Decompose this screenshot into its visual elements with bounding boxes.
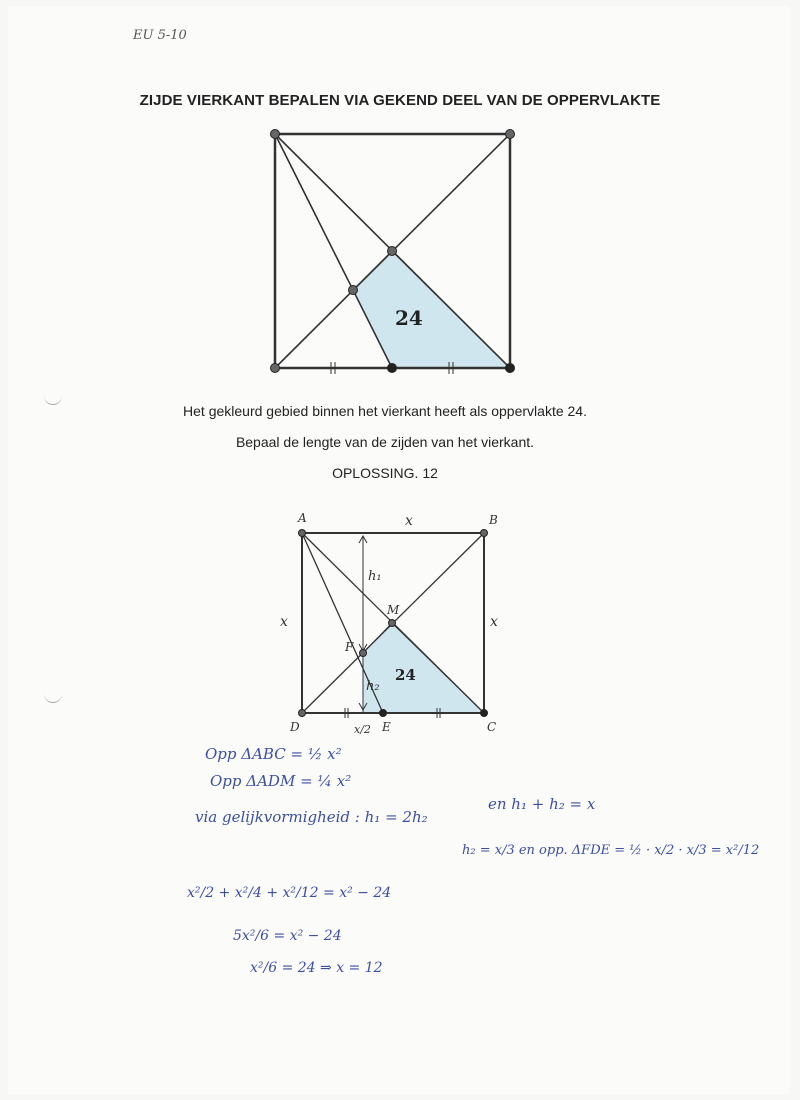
point-c xyxy=(506,364,515,373)
area-label: 24 xyxy=(395,306,423,330)
label-a: A xyxy=(298,511,307,525)
point-d-2 xyxy=(299,710,306,717)
label-c: C xyxy=(487,720,497,734)
label-e: E xyxy=(382,720,391,734)
equation-2: 5x²/6 = x² − 24 xyxy=(233,928,342,944)
point-b xyxy=(506,130,515,139)
problem-line-1: Het gekleurd gebied binnen het vierkant heeft als oppervlakte 24. xyxy=(183,403,587,419)
figure-1 xyxy=(265,125,520,380)
point-d xyxy=(271,364,280,373)
solution-line-3: via gelijkvormigheid : h₁ = 2h₂ xyxy=(195,808,428,826)
figure-2 xyxy=(270,505,520,745)
label-side-left: x xyxy=(280,614,288,630)
label-side-top: x xyxy=(405,513,413,529)
problem-line-2: Bepaal de lengte van de zijden van het vierkant. xyxy=(235,434,535,450)
solution-line-3b: en h₁ + h₂ = x xyxy=(488,795,596,813)
point-m-2 xyxy=(389,620,396,627)
page-title: ZIJDE VIERKANT BEPALEN VIA GEKEND DEEL VAN DE OPPERVLAKTE xyxy=(139,92,661,109)
solution-line-4: h₂ = x/3 en opp. ΔFDE = ½ · x/2 · x/3 = x²/12 xyxy=(462,843,760,858)
point-c-2 xyxy=(481,710,488,717)
point-e-2 xyxy=(380,710,387,717)
point-a xyxy=(271,130,280,139)
label-m: M xyxy=(387,603,400,617)
point-f xyxy=(349,286,358,295)
answer-line: OPLOSSING. 12 xyxy=(332,465,438,481)
label-b: B xyxy=(489,513,498,527)
point-a-2 xyxy=(299,530,306,537)
point-f-2 xyxy=(360,650,367,657)
solution-line-1: Opp ΔABC = ½ x² xyxy=(205,745,342,763)
point-m xyxy=(388,247,397,256)
label-d: D xyxy=(290,720,300,734)
corner-note: EU 5-10 xyxy=(133,28,187,43)
equation-1: x²/2 + x²/4 + x²/12 = x² − 24 xyxy=(187,885,392,901)
label-half: x/2 xyxy=(354,723,371,736)
area-label-2: 24 xyxy=(395,666,416,684)
label-side-right: x xyxy=(490,614,498,630)
shaded-region xyxy=(353,251,510,368)
label-h2: h₂ xyxy=(366,679,380,694)
label-h1: h₁ xyxy=(368,569,382,584)
label-f: F xyxy=(345,640,354,654)
solution-line-2: Opp ΔADM = ¼ x² xyxy=(210,772,352,790)
equation-3: x²/6 = 24 ⇒ x = 12 xyxy=(250,960,383,976)
shaded-region-2 xyxy=(363,623,484,713)
point-b-2 xyxy=(481,530,488,537)
segment-ae xyxy=(275,134,392,368)
point-e xyxy=(388,364,397,373)
